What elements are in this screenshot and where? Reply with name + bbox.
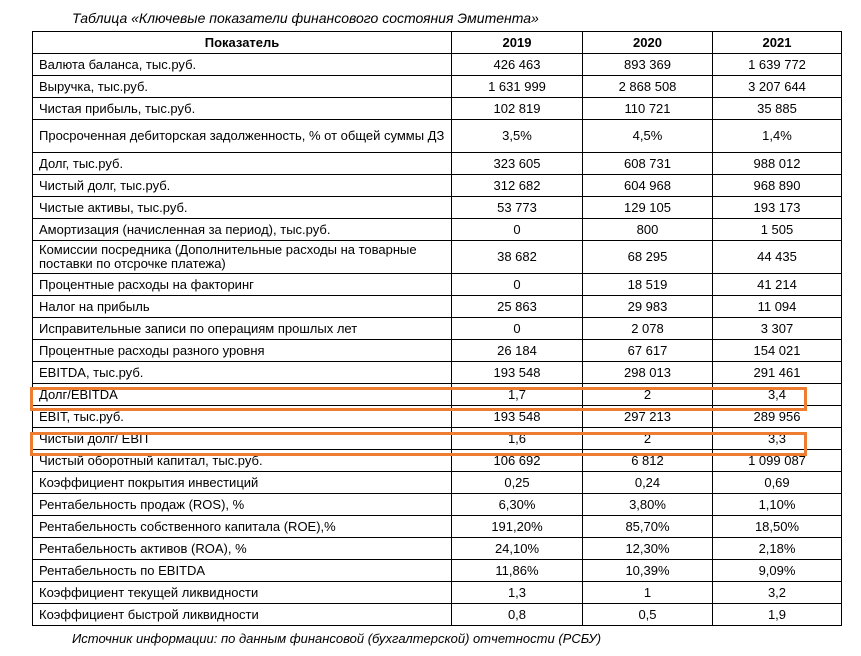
cell-2021: 193 173 [713,197,842,219]
row-label: Рентабельность активов (ROA), % [33,538,452,560]
cell-2021: 44 435 [713,241,842,274]
cell-2020: 129 105 [583,197,713,219]
cell-2020: 893 369 [583,54,713,76]
table-row [33,175,842,197]
cell-2020: 10,39% [583,560,713,582]
table-row [33,516,842,538]
cell-2021: 0,69 [713,472,842,494]
row-label: Амортизация (начисленная за период), тыс.руб. [33,219,452,241]
cell-2020: 67 617 [583,340,713,362]
row-label: Исправительные записи по операциям прошлых лет [33,318,452,340]
cell-2021: 2,18% [713,538,842,560]
cell-2021: 11 094 [713,296,842,318]
cell-2019: 312 682 [452,175,583,197]
table-row [33,406,842,428]
row-label: EBIT, тыс.руб. [33,406,452,428]
cell-2019: 1 631 999 [452,76,583,98]
table-row [33,340,842,362]
cell-2019: 191,20% [452,516,583,538]
row-label: Просроченная дебиторская задолженность, % от общей суммы ДЗ [33,120,452,153]
cell-2020: 18 519 [583,274,713,296]
row-label: Чистый оборотный капитал, тыс.руб. [33,450,452,472]
row-label: Долг, тыс.руб. [33,153,452,175]
cell-2020: 4,5% [583,120,713,153]
financial-indicators-table [32,31,842,626]
cell-2019: 1,7 [452,384,583,406]
row-label: Коэффициент быстрой ликвидности [33,604,452,626]
table-row [33,197,842,219]
cell-2019: 0 [452,274,583,296]
cell-2019: 0,8 [452,604,583,626]
cell-2021: 9,09% [713,560,842,582]
source-footnote: Источник информации: по данным финансовой (бухгалтерской) отчетности (РСБУ) [72,631,602,646]
cell-2020: 110 721 [583,98,713,120]
cell-2021: 3,4 [713,384,842,406]
table-row [33,362,842,384]
row-label: Рентабельность продаж (ROS), % [33,494,452,516]
cell-2019: 193 548 [452,406,583,428]
cell-2020: 1 [583,582,713,604]
cell-2019: 6,30% [452,494,583,516]
cell-2020: 2 [583,428,713,450]
table-row [33,604,842,626]
table-row [33,54,842,76]
cell-2019: 25 863 [452,296,583,318]
table-row [33,153,842,175]
table-row [33,318,842,340]
cell-2021: 1,10% [713,494,842,516]
cell-2021: 3,2 [713,582,842,604]
table-row [33,582,842,604]
row-label: Валюта баланса, тыс.руб. [33,54,452,76]
row-label: Чистый долг, тыс.руб. [33,175,452,197]
cell-2019: 24,10% [452,538,583,560]
row-label: Долг/EBITDA [33,384,452,406]
cell-2019: 0 [452,219,583,241]
cell-2020: 0,5 [583,604,713,626]
cell-2021: 1 639 772 [713,54,842,76]
table-caption: Таблица «Ключевые показатели финансового состояния Эмитента» [72,10,539,26]
row-label: Чистый долг/ EBIT [33,428,452,450]
cell-2019: 1,6 [452,428,583,450]
cell-2020: 2 078 [583,318,713,340]
cell-2019: 106 692 [452,450,583,472]
cell-2021: 968 890 [713,175,842,197]
table-row [33,450,842,472]
row-label: Налог на прибыль [33,296,452,318]
cell-2021: 18,50% [713,516,842,538]
header-indicator: Показатель [33,32,452,54]
cell-2021: 289 956 [713,406,842,428]
table-row [33,219,842,241]
cell-2021: 3 307 [713,318,842,340]
cell-2021: 1 099 087 [713,450,842,472]
header-year-2020: 2020 [583,32,713,54]
row-label: Чистая прибыль, тыс.руб. [33,98,452,120]
table-row [33,98,842,120]
cell-2020: 85,70% [583,516,713,538]
cell-2020: 298 013 [583,362,713,384]
cell-2021: 41 214 [713,274,842,296]
cell-2021: 3,3 [713,428,842,450]
table-row [33,494,842,516]
row-label: Процентные расходы разного уровня [33,340,452,362]
cell-2019: 193 548 [452,362,583,384]
cell-2020: 12,30% [583,538,713,560]
table-row [33,538,842,560]
header-year-2021: 2021 [713,32,842,54]
cell-2020: 3,80% [583,494,713,516]
cell-2020: 29 983 [583,296,713,318]
table-row-debt-ebitda [33,384,842,406]
cell-2019: 11,86% [452,560,583,582]
cell-2021: 154 021 [713,340,842,362]
cell-2019: 426 463 [452,54,583,76]
cell-2019: 1,3 [452,582,583,604]
cell-2019: 3,5% [452,120,583,153]
cell-2020: 68 295 [583,241,713,274]
table-row [33,296,842,318]
cell-2020: 608 731 [583,153,713,175]
table-row [33,472,842,494]
table-header-row [33,32,842,54]
row-label: Комиссии посредника (Дополнительные расходы на товарные поставки по отсрочке платежа) [33,241,452,274]
cell-2021: 1 505 [713,219,842,241]
cell-2020: 297 213 [583,406,713,428]
cell-2020: 800 [583,219,713,241]
row-label: Чистые активы, тыс.руб. [33,197,452,219]
cell-2020: 2 868 508 [583,76,713,98]
cell-2021: 1,4% [713,120,842,153]
row-label: Коэффициент текущей ликвидности [33,582,452,604]
table-row [33,120,842,153]
cell-2021: 291 461 [713,362,842,384]
table-row [33,274,842,296]
table-row [33,560,842,582]
cell-2020: 0,24 [583,472,713,494]
table-row [33,241,842,274]
cell-2019: 323 605 [452,153,583,175]
cell-2019: 26 184 [452,340,583,362]
row-label: Выручка, тыс.руб. [33,76,452,98]
row-label: EBITDA, тыс.руб. [33,362,452,384]
cell-2020: 6 812 [583,450,713,472]
cell-2019: 53 773 [452,197,583,219]
row-label: Рентабельность собственного капитала (ROE),% [33,516,452,538]
cell-2019: 0,25 [452,472,583,494]
cell-2019: 102 819 [452,98,583,120]
cell-2020: 2 [583,384,713,406]
row-label: Рентабельность по EBITDA [33,560,452,582]
cell-2019: 0 [452,318,583,340]
table-row-net-debt-ebit [33,428,842,450]
cell-2021: 988 012 [713,153,842,175]
cell-2021: 3 207 644 [713,76,842,98]
table-row [33,76,842,98]
header-year-2019: 2019 [452,32,583,54]
cell-2021: 1,9 [713,604,842,626]
cell-2020: 604 968 [583,175,713,197]
cell-2019: 38 682 [452,241,583,274]
row-label: Коэффициент покрытия инвестиций [33,472,452,494]
cell-2021: 35 885 [713,98,842,120]
row-label: Процентные расходы на факторинг [33,274,452,296]
